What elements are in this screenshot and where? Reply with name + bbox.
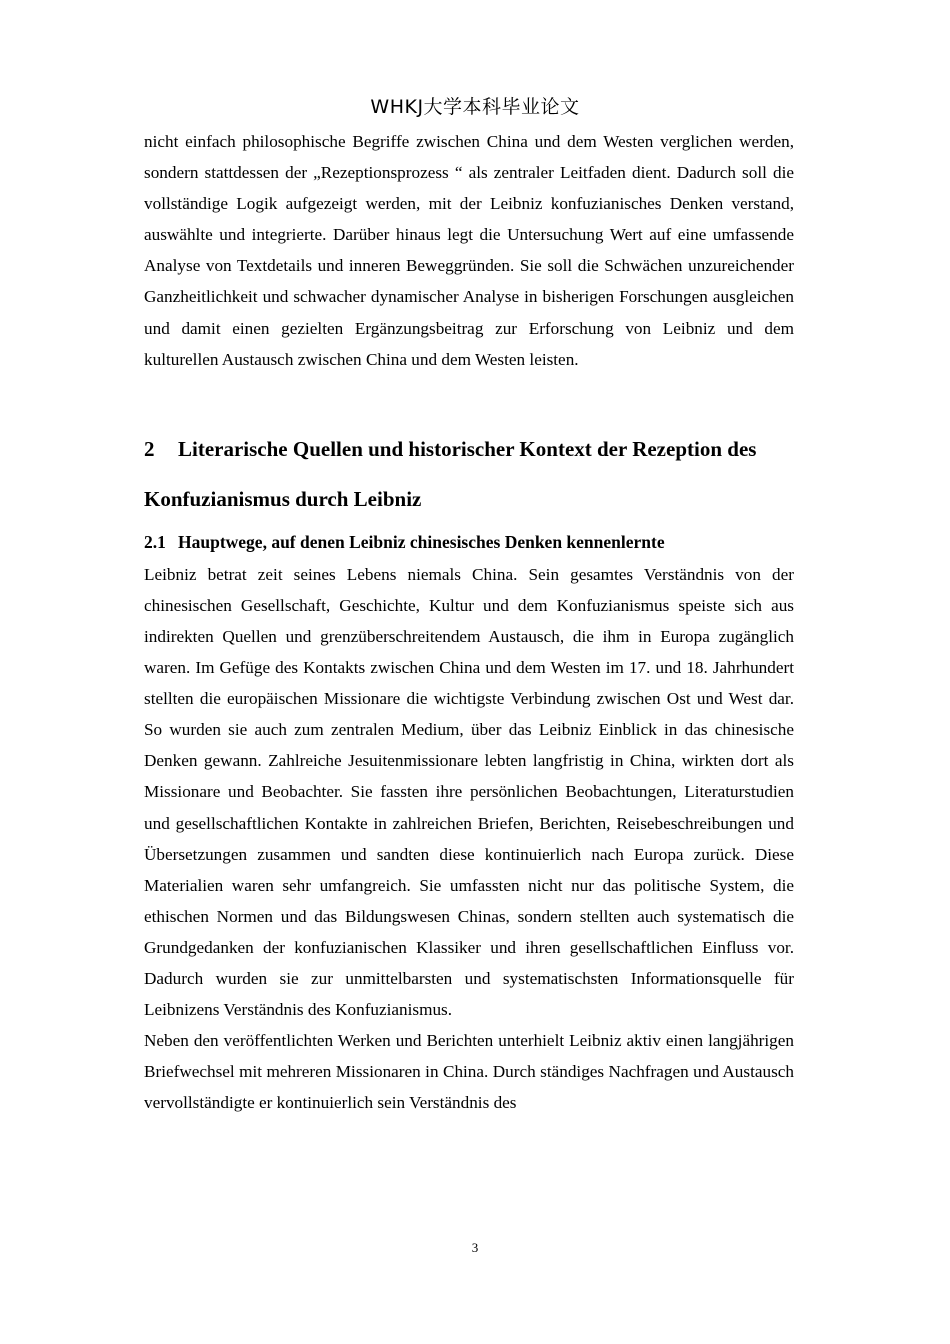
- subsection-heading-2-1: [144, 528, 794, 556]
- section-spacer: [144, 375, 794, 424]
- subsection-title: Hauptwege, auf denen Leibniz chinesisches Denken kennenlernte: [178, 531, 665, 552]
- section-number: 2: [144, 436, 155, 461]
- page-content: [144, 126, 794, 1118]
- page-number: 3: [471, 1240, 479, 1255]
- section-heading-2: [144, 424, 794, 524]
- section-title: Literarische Quellen und historischer Kontext der Rezeption des Konfuzianismus durch Leibniz: [144, 436, 757, 511]
- body-paragraph: Leibniz betrat zeit seines Lebens niemals China. Sein gesamtes Verständnis von der chinesischen Gesellschaft, Geschichte, Kultur und dem Konfuzianismus speiste sich aus indirekten Quellen und grenzüberschreitendem Austausch, die ihm in Europa zugänglich waren. Im Gefüge des Kontakts zwischen China und dem Westen im 17. und 18. Jahrhundert stellten die europäischen Missionare die wichtigste Verbindung zwischen Ost und West dar. So wurden sie auch zum zentralen Medium, über das Leibniz Einblick in das chinesische Denken gewann. Zahlreiche Jesuitenmissionare lebten langfristig in China, wirkten dort als Missionare und Beobachter. Sie fassten ihre persönlichen Beobachtungen, Literaturstudien und gesellschaftlichen Kontakte in zahlreichen Briefen, Berichten, Reisebeschreibungen und Übersetzungen zusammen und sandten diese kontinuierlich nach Europa zurück. Diese Materialien waren sehr umfangreich. Sie umfassten nicht nur das politische System, die ethischen Normen und das Bildungswesen Chinas, sondern stellten auch systematisch die Grundgedanken der konfuzianischen Klassiker und ihren gesellschaftlichen Einfluss vor. Dadurch wurden sie zur unmittelbarsten und systematischsten Informationsquelle für Leibnizens Verständnis des Konfuzianismus.: [144, 564, 794, 1020]
- running-header: WHKJ大学本科毕业论文: [370, 96, 580, 118]
- intro-paragraph: nicht einfach philosophische Begriffe zwischen China und dem Westen verglichen werden, sondern stattdessen der „Rezeptionsprozess “ als zentraler Leitfaden dient. Dadurch soll die vollständige Logik aufgezeigt werden, mit der Leibniz konfuzianisches Denken verstand, auswählte und integrierte. Darüber hinaus legt die Untersuchung Wert auf eine umfassende Analyse von Textdetails und inneren Beweggründen. Sie soll die Schwächen unzureichender Ganzheitlichkeit und schwacher dynamischer Analyse in bisherigen Forschungen ausgleichen und damit einen gezielten Ergänzungsbeitrag zur Erforschung von Leibniz und dem kulturellen Austausch zwischen China und dem Westen leisten.: [144, 132, 794, 369]
- subsection-number: 2.1: [144, 531, 166, 552]
- body-paragraph: Neben den veröffentlichten Werken und Berichten unterhielt Leibniz aktiv einen langjährigen Briefwechsel mit mehreren Missionaren in China. Durch ständiges Nachfragen und Austausch vervollständigte er kontinuierlich sein Verständnis des: [144, 1031, 794, 1113]
